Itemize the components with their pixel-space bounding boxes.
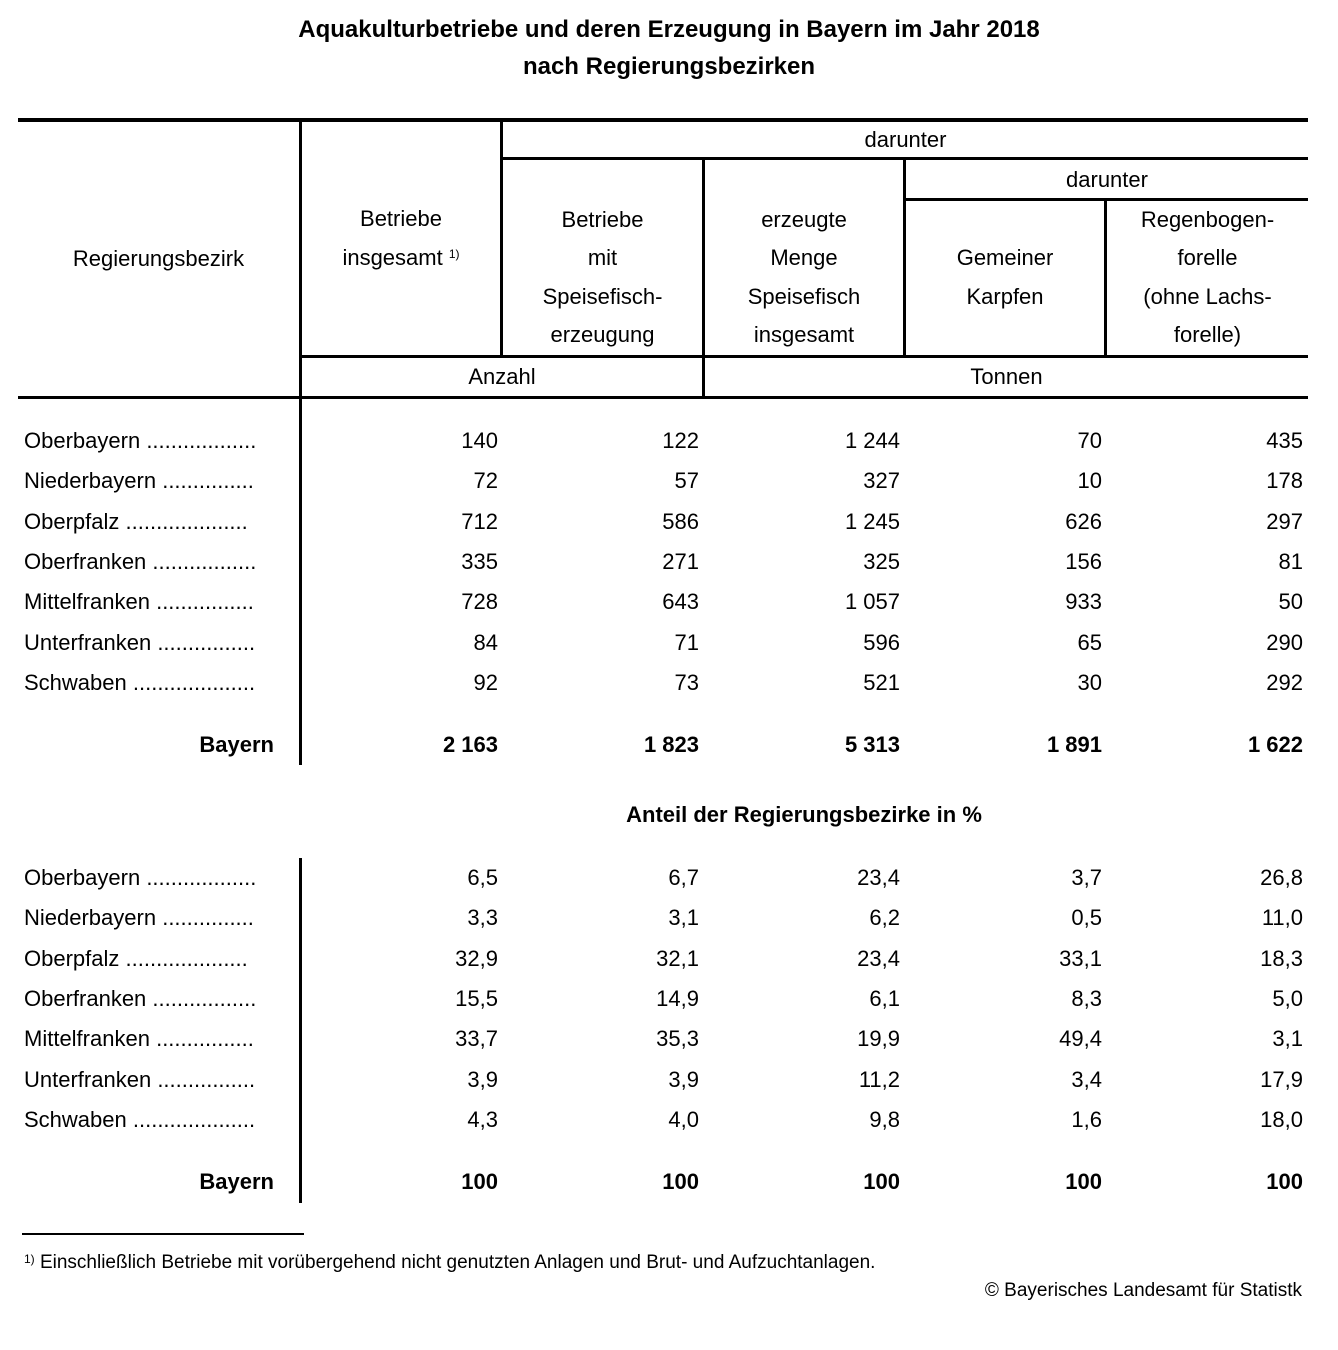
unit-tonnen: Tonnen (970, 364, 1043, 389)
table-cell: 30 (1077, 669, 1102, 695)
header-col5-line2: forelle (1177, 245, 1238, 270)
table-cell: 933 (1065, 589, 1102, 615)
table-cell: 6,1 (869, 985, 900, 1011)
leader-dots: .................. (146, 428, 257, 453)
table-cell: 14,9 (656, 985, 699, 1011)
header-darunter-inner: darunter (1066, 167, 1148, 192)
table-cell: 32,9 (455, 945, 498, 971)
row-label (24, 461, 296, 501)
table-cell: 23,4 (857, 865, 900, 890)
table-cell: 84 (473, 629, 498, 655)
row-label (24, 542, 296, 582)
table-cell: 11,2 (858, 1066, 900, 1092)
total-cell: 100 (461, 1169, 498, 1194)
table-cell: 23,4 (857, 945, 900, 971)
header-darunter-outer: darunter (864, 127, 947, 152)
region-name: Mittelfranken (24, 589, 150, 615)
table-cell: 6,5 (467, 865, 498, 890)
header-col5-line4: forelle) (1173, 322, 1242, 347)
table-cell: 292 (1266, 669, 1303, 695)
footnote-marker-1: 1) (448, 246, 460, 261)
total-label: Bayern (199, 1169, 274, 1194)
table-cell: 1,6 (1071, 1106, 1102, 1132)
table-cell: 18,3 (1260, 945, 1303, 971)
region-name: Oberpfalz (24, 508, 120, 534)
table-cell: 3,9 (668, 1066, 699, 1092)
table-cell: 3,1 (1272, 1026, 1303, 1052)
page-subtitle: nach Regierungsbezirken (522, 53, 816, 80)
table-cell: 6,7 (668, 865, 699, 890)
table-cell: 140 (461, 428, 498, 453)
leader-dots: .................... (132, 669, 256, 695)
table-cell: 33,7 (455, 1026, 498, 1052)
table-cell: 178 (1266, 468, 1303, 494)
row-label (24, 1019, 296, 1059)
total-cell: 5 313 (844, 732, 900, 757)
table-cell: 57 (674, 468, 699, 494)
total-label: Bayern (199, 732, 274, 757)
row-label (24, 582, 296, 622)
total-cell: 100 (1266, 1169, 1303, 1194)
row-label (24, 939, 296, 979)
table-cell: 6,2 (869, 905, 900, 931)
table-cell: 3,9 (467, 1066, 498, 1092)
table-cell: 335 (461, 548, 498, 574)
table-cell: 643 (662, 589, 699, 615)
table-cell: 626 (1065, 508, 1102, 534)
header-col1-line1: Betriebe (360, 206, 442, 231)
table-cell: 122 (662, 428, 699, 453)
table-cell: 10 (1077, 468, 1102, 494)
header-col2-line4: erzeugung (550, 322, 655, 347)
table-cell: 3,3 (467, 905, 498, 931)
table-cell: 9,8 (869, 1106, 900, 1132)
table-cell: 156 (1065, 548, 1102, 574)
header-betriebe-insgesamt (302, 122, 500, 355)
leader-dots: ................ (157, 1066, 256, 1092)
table-cell: 327 (863, 468, 900, 494)
region-name: Unterfranken (24, 629, 152, 655)
total-cell: 100 (662, 1169, 699, 1194)
header-betriebe-speisefisch (503, 200, 702, 355)
row-label (24, 623, 296, 663)
table-cell: 18,0 (1260, 1106, 1303, 1132)
table-cell: 297 (1266, 508, 1303, 534)
header-col1-line2 (302, 239, 500, 278)
row-label (24, 858, 296, 898)
leader-dots: ................. (152, 548, 257, 574)
header-gemeiner-karpfen (906, 200, 1104, 355)
table-cell: 70 (1077, 428, 1102, 453)
unit-anzahl: Anzahl (468, 364, 536, 389)
table-cell: 8,3 (1071, 985, 1102, 1011)
region-name: Mittelfranken (24, 1026, 150, 1052)
header-col3-line1: erzeugte (761, 206, 847, 232)
header-col5-line3: (ohne Lachs- (1143, 283, 1272, 309)
table-cell: 290 (1266, 629, 1303, 655)
table-cell: 4,3 (467, 1106, 498, 1132)
leader-dots: .................. (146, 865, 257, 890)
page-title: Aquakulturbetriebe und deren Erzeugung in Bayern im Jahr 2018 (298, 16, 1040, 43)
region-name: Oberfranken (24, 548, 147, 574)
row-label (24, 1060, 296, 1100)
header-col2-line3: Speisefisch- (542, 283, 663, 309)
table-cell: 712 (461, 508, 498, 534)
table-cell: 32,1 (656, 945, 699, 971)
region-name: Oberfranken (24, 985, 147, 1011)
table-cell: 596 (863, 629, 900, 655)
row-label (24, 979, 296, 1019)
table-cell: 1 244 (844, 428, 900, 453)
table-cell: 4,0 (668, 1106, 699, 1132)
leader-dots: .................... (132, 1106, 256, 1132)
table-cell: 521 (863, 669, 900, 695)
table-cell: 3,1 (668, 905, 699, 931)
leader-dots: .................... (125, 945, 248, 971)
table-cell: 26,8 (1260, 865, 1303, 890)
header-col5-line1: Regenbogen- (1140, 206, 1275, 232)
region-name: Oberbayern (24, 428, 141, 453)
table-cell: 1 057 (844, 589, 900, 615)
leader-dots: ............... (162, 468, 254, 494)
header-col3-line4: insgesamt (753, 322, 855, 347)
footnote (24, 1250, 1124, 1276)
region-name: Schwaben (24, 669, 127, 695)
header-col1-line2-text: insgesamt (342, 244, 443, 270)
table-cell: 15,5 (455, 985, 498, 1011)
region-name: Schwaben (24, 1106, 127, 1132)
table-cell: 71 (674, 629, 699, 655)
row-label (24, 421, 296, 461)
table-cell: 49,4 (1059, 1026, 1102, 1052)
total-cell: 1 891 (1046, 732, 1102, 757)
table-cell: 65 (1077, 629, 1102, 655)
table-cell: 35,3 (656, 1026, 699, 1052)
table-cell: 435 (1266, 428, 1303, 453)
region-name: Oberbayern (24, 865, 141, 890)
region-name: Niederbayern (24, 468, 157, 494)
table-cell: 3,7 (1071, 865, 1102, 890)
copyright: © Bayerisches Landesamt für Statistk (984, 1280, 1302, 1301)
table-cell: 271 (662, 548, 699, 574)
units-bottom-rule (18, 396, 1308, 399)
total-cell: 1 823 (643, 732, 699, 757)
table-cell: 33,1 (1059, 945, 1102, 971)
share-section-title: Anteil der Regierungsbezirke in % (626, 802, 982, 827)
header-col4-line2: Karpfen (966, 283, 1044, 309)
table-cell: 81 (1278, 548, 1303, 574)
header-col3-line3: Speisefisch (747, 283, 861, 309)
table-cell: 50 (1278, 589, 1303, 615)
total-cell: 2 163 (442, 732, 498, 757)
region-name: Unterfranken (24, 1066, 152, 1092)
col-divider-label-share (299, 858, 302, 1203)
header-regierungsbezirk (18, 122, 299, 396)
table-cell: 72 (473, 468, 498, 494)
footnote-text: Einschließlich Betriebe mit vorübergehend nicht genutzten Anlagen und Brut- und Aufzuchtanlagen. (39, 1252, 876, 1273)
table-cell: 728 (461, 589, 498, 615)
table-cell: 5,0 (1272, 985, 1303, 1011)
header-regenbogenforelle (1107, 200, 1308, 355)
table-cell: 1 245 (844, 508, 900, 534)
table-cell: 0,5 (1071, 905, 1102, 931)
table-cell: 586 (662, 508, 699, 534)
total-cell: 1 622 (1247, 732, 1303, 757)
table-cell: 19,9 (857, 1026, 900, 1052)
table-cell: 73 (674, 669, 699, 695)
row-label (24, 898, 296, 938)
row-label (24, 663, 296, 703)
header-col4-line1: Gemeiner (956, 245, 1054, 270)
footnote-marker: 1) (24, 1252, 35, 1266)
leader-dots: ................ (157, 629, 256, 655)
table-cell: 3,4 (1071, 1066, 1102, 1092)
leader-dots: .................... (125, 508, 248, 534)
region-name: Niederbayern (24, 905, 157, 931)
row-label (24, 1100, 296, 1140)
total-cell: 100 (863, 1169, 900, 1194)
row-label (24, 502, 296, 542)
header-col2-line2: mit (587, 245, 618, 270)
header-erzeugte-menge (705, 200, 903, 355)
leader-dots: ................ (156, 589, 254, 615)
region-name: Oberpfalz (24, 945, 120, 971)
table-cell: 11,0 (1261, 905, 1303, 931)
total-cell: 100 (1065, 1169, 1102, 1194)
table-cell: 17,9 (1260, 1066, 1303, 1092)
header-col2-line1: Betriebe (561, 206, 644, 232)
footnote-rule (22, 1233, 304, 1235)
table-cell: 92 (473, 669, 498, 695)
table-cell: 325 (863, 548, 900, 574)
leader-dots: ................. (152, 985, 257, 1011)
leader-dots: ............... (162, 905, 254, 931)
leader-dots: ................ (156, 1026, 254, 1052)
header-col3-line2: Menge (770, 245, 838, 270)
header-regierungsbezirk-label: Regierungsbezirk (72, 245, 245, 271)
